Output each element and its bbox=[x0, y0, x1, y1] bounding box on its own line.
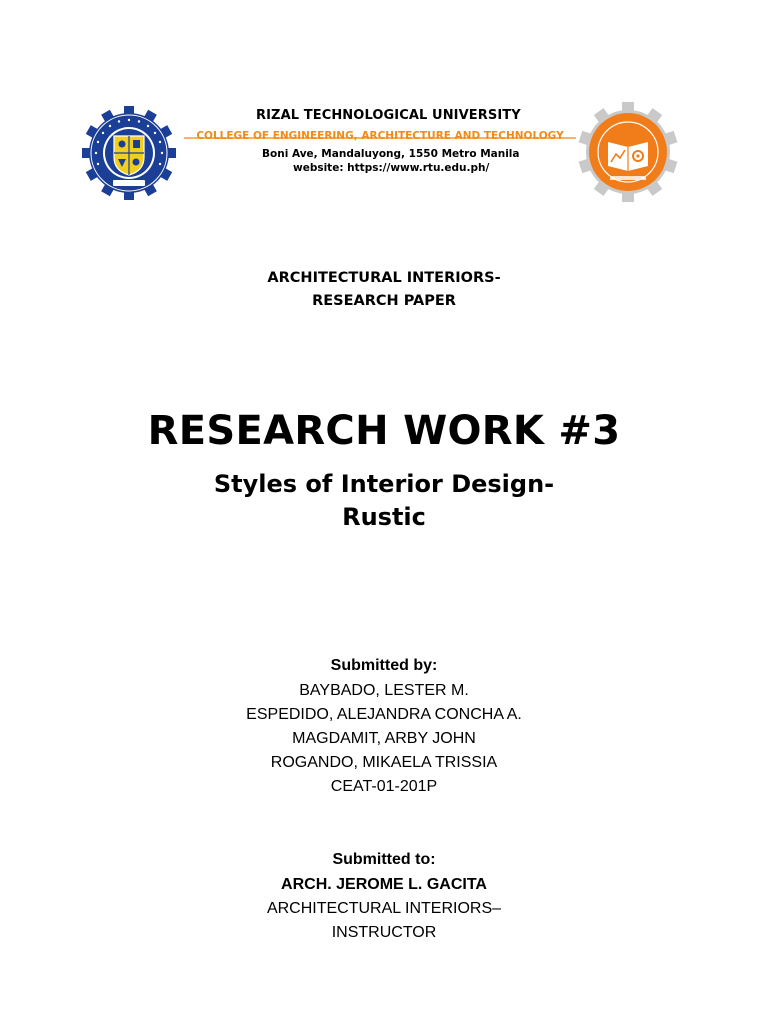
instructor-role-line-1: ARCHITECTURAL INTERIORS– bbox=[266, 900, 502, 917]
university-name: RIZAL TECHNOLOGICAL UNIVERSITY bbox=[256, 108, 521, 123]
university-seal-icon bbox=[82, 106, 176, 200]
instructor-name: ARCH. JEROME L. GACITA bbox=[281, 876, 487, 893]
college-seal-icon bbox=[578, 102, 678, 202]
university-website: website: https://www.rtu.edu.ph/ bbox=[293, 162, 490, 174]
subject-line-1: ARCHITECTURAL INTERIORS- bbox=[267, 270, 501, 286]
document-title: RESEARCH WORK #3 bbox=[147, 408, 621, 454]
college-name: COLLEGE OF ENGINEERING, ARCHITECTURE AND TECHNOLOGY bbox=[196, 130, 564, 142]
member-name: BAYBADO, LESTER M. bbox=[299, 682, 469, 699]
member-name: MAGDAMIT, ARBY JOHN bbox=[292, 730, 476, 747]
submitted-by-label: Submitted by: bbox=[330, 657, 438, 674]
subject-line-2: RESEARCH PAPER bbox=[312, 293, 456, 309]
instructor-role-line-2: INSTRUCTOR bbox=[331, 924, 437, 941]
document-subtitle-line-2: Rustic bbox=[342, 503, 426, 531]
submitted-to-label: Submitted to: bbox=[332, 851, 436, 868]
university-address: Boni Ave, Mandaluyong, 1550 Metro Manila bbox=[262, 148, 520, 160]
member-name: ROGANDO, MIKAELA TRISSIA bbox=[270, 754, 498, 771]
section-code: CEAT-01-201P bbox=[330, 778, 438, 795]
document-subtitle-line-1: Styles of Interior Design- bbox=[213, 470, 555, 498]
member-name: ESPEDIDO, ALEJANDRA CONCHA A. bbox=[246, 706, 522, 723]
